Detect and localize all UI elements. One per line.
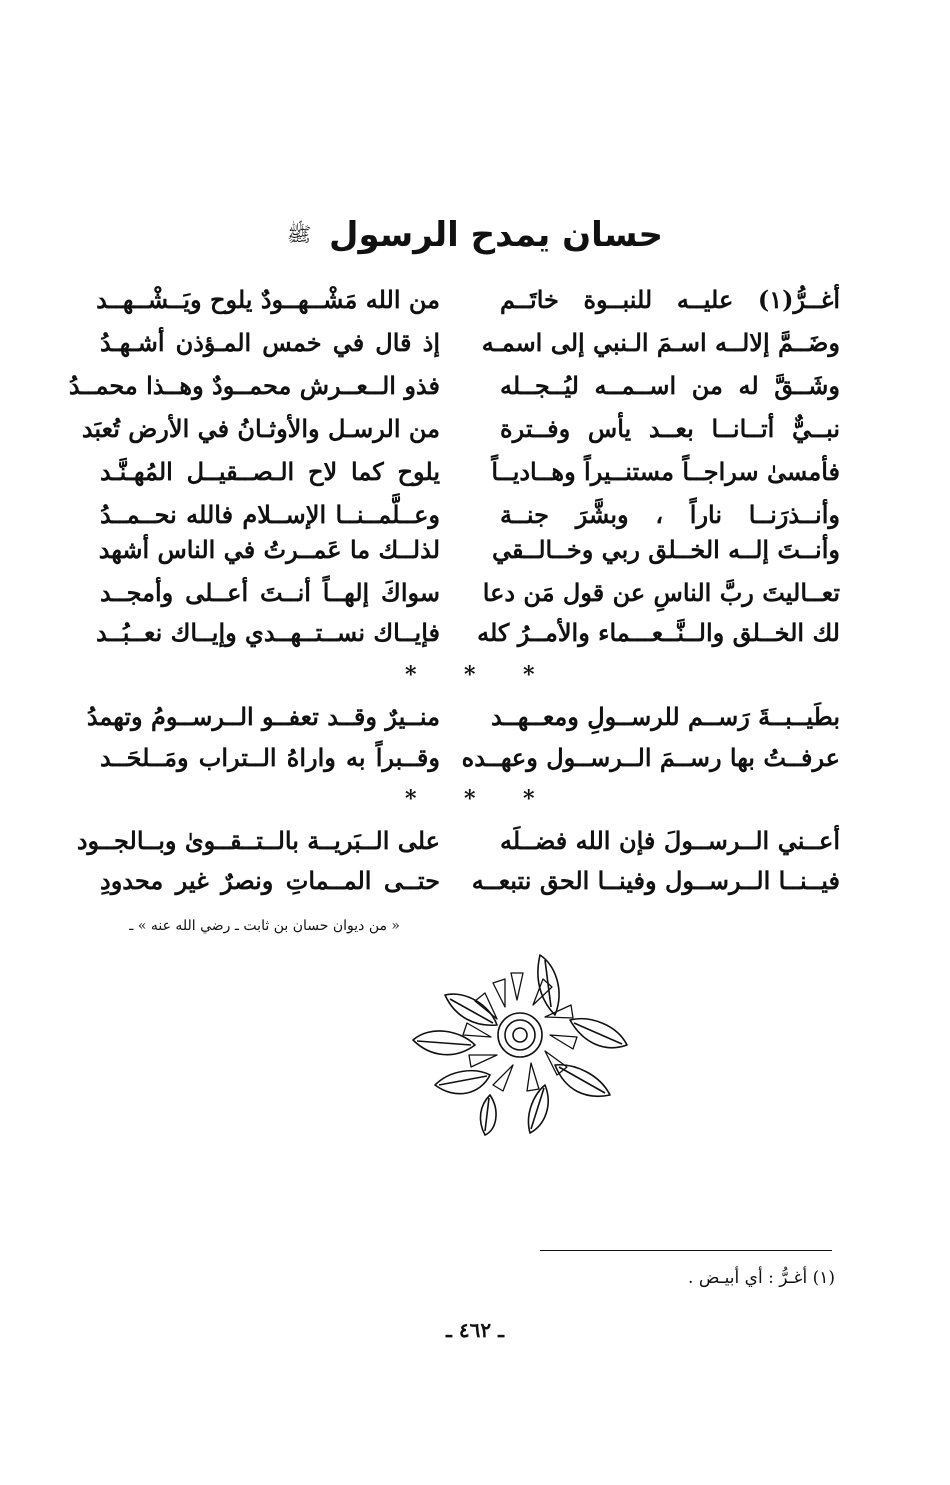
separator-star: * [464, 662, 476, 688]
verse-8-second-hemistich: سواكَ إلهــاً أنــتَ أعــلى وأمجــد [100, 578, 440, 607]
verse-9-second-hemistich: فإيــاك نســتــهــدي وإيــاك نعــبُــد [96, 618, 440, 647]
verse-4-second-hemistich: من الرسـل والأوثـانُ في الأرض تُعبَد [81, 414, 440, 443]
footnote: (١) أغـرُّ : أي أبيـض . [688, 1268, 835, 1288]
page-number: ـ ٤٦٢ ـ [446, 1318, 504, 1342]
separator-star: * [405, 786, 417, 812]
verse-3-second-hemistich: فذو الــعــرش محمــودٌ وهــذا محمــدُ [68, 371, 440, 400]
verse-6-second-hemistich: وعــلَّمــنــا الإســلام فالله نحــمــدُ [100, 500, 440, 529]
source-attribution: « من ديوان حسان بن ثابت ـ رضي الله عنه » ـ [129, 918, 400, 934]
separator-star: * [523, 662, 535, 688]
verse-6-first-hemistich: وأنــذرَنــا ناراً ، وبشَّرَ جنــة [500, 500, 840, 529]
verse-2-second-hemistich: إذ قال في خمس المـؤذن أشـهـدُ [100, 328, 440, 357]
verse-7-second-hemistich: لذلــك ما عَمــرتُ في الناس أشهد [98, 535, 440, 564]
verse-13-first-hemistich: فيــنــا الــرســول وفينــا الحق نتبعــه [471, 866, 840, 895]
verse-3-first-hemistich: وشَــقَّ له من اســمــه ليُــجــله [500, 371, 840, 400]
verse-7-first-hemistich: وأنــتَ إلــه الخــلق ربي وخــالــقي [492, 535, 840, 564]
verse-11-second-hemistich: وقــبراً به واراهُ الــتراب ومَــلحَــد [100, 743, 440, 772]
verse-10-first-hemistich: بطَيــبــةَ رَســم للرســولِ ومعــهــد [491, 702, 840, 731]
verse-8-first-hemistich: تعــاليتَ ربَّ الناسِ عن قول مَن دعا [482, 578, 840, 607]
separator-star: * [523, 786, 535, 812]
verse-12-first-hemistich: أعــني الــرســولَ فإن الله فضــلَه [500, 826, 840, 855]
verse-13-second-hemistich: حتــى المــماتِ ونصرٌ غير محدودِ [100, 866, 440, 895]
honorific-glyph: ﷺ [286, 222, 312, 246]
verse-12-second-hemistich: على الــبَريــة بالــتــقــوىٰ وبــالجــود [76, 826, 440, 855]
verse-4-first-hemistich: نبــيٌّ أتــانــا بعــد يأس وفــترة [500, 414, 840, 443]
poem-title [0, 215, 950, 255]
verse-2-first-hemistich: وضَــمَّ إلالــه اسـمَ الـنبي إلى اسمـه [481, 328, 840, 357]
separator-star: * [405, 662, 417, 688]
verse-10-second-hemistich: منــيرٌ وقــد تعفــو الــرســومُ وتهمدُ [86, 702, 440, 731]
title-text: حسان يمدح الرسول [328, 215, 664, 255]
verse-5-second-hemistich: يلوح كما لاح الـصــقيــل المُهـنَّـد [100, 457, 440, 486]
verse-9-first-hemistich: لك الخــلق والــنَّــعـــماء والأمــرُ كله [477, 618, 840, 647]
flower-illustration-icon [405, 945, 630, 1140]
verse-1-first-hemistich: أغــرُّ(١) عليــه للنبــوة خاتَــم [500, 285, 840, 314]
footnote-divider [540, 1250, 832, 1251]
verse-1-second-hemistich: من الله مَشْــهــودٌ يلوح ويَــشْــهــد [96, 285, 440, 314]
separator-star: * [464, 786, 476, 812]
verse-11-first-hemistich: عرفــتُ بها رســمَ الــرســول وعهــده [461, 743, 840, 772]
verse-5-first-hemistich: فأمسىٰ سراجــاً مستنــيراً وهــاديــاً [491, 457, 840, 486]
